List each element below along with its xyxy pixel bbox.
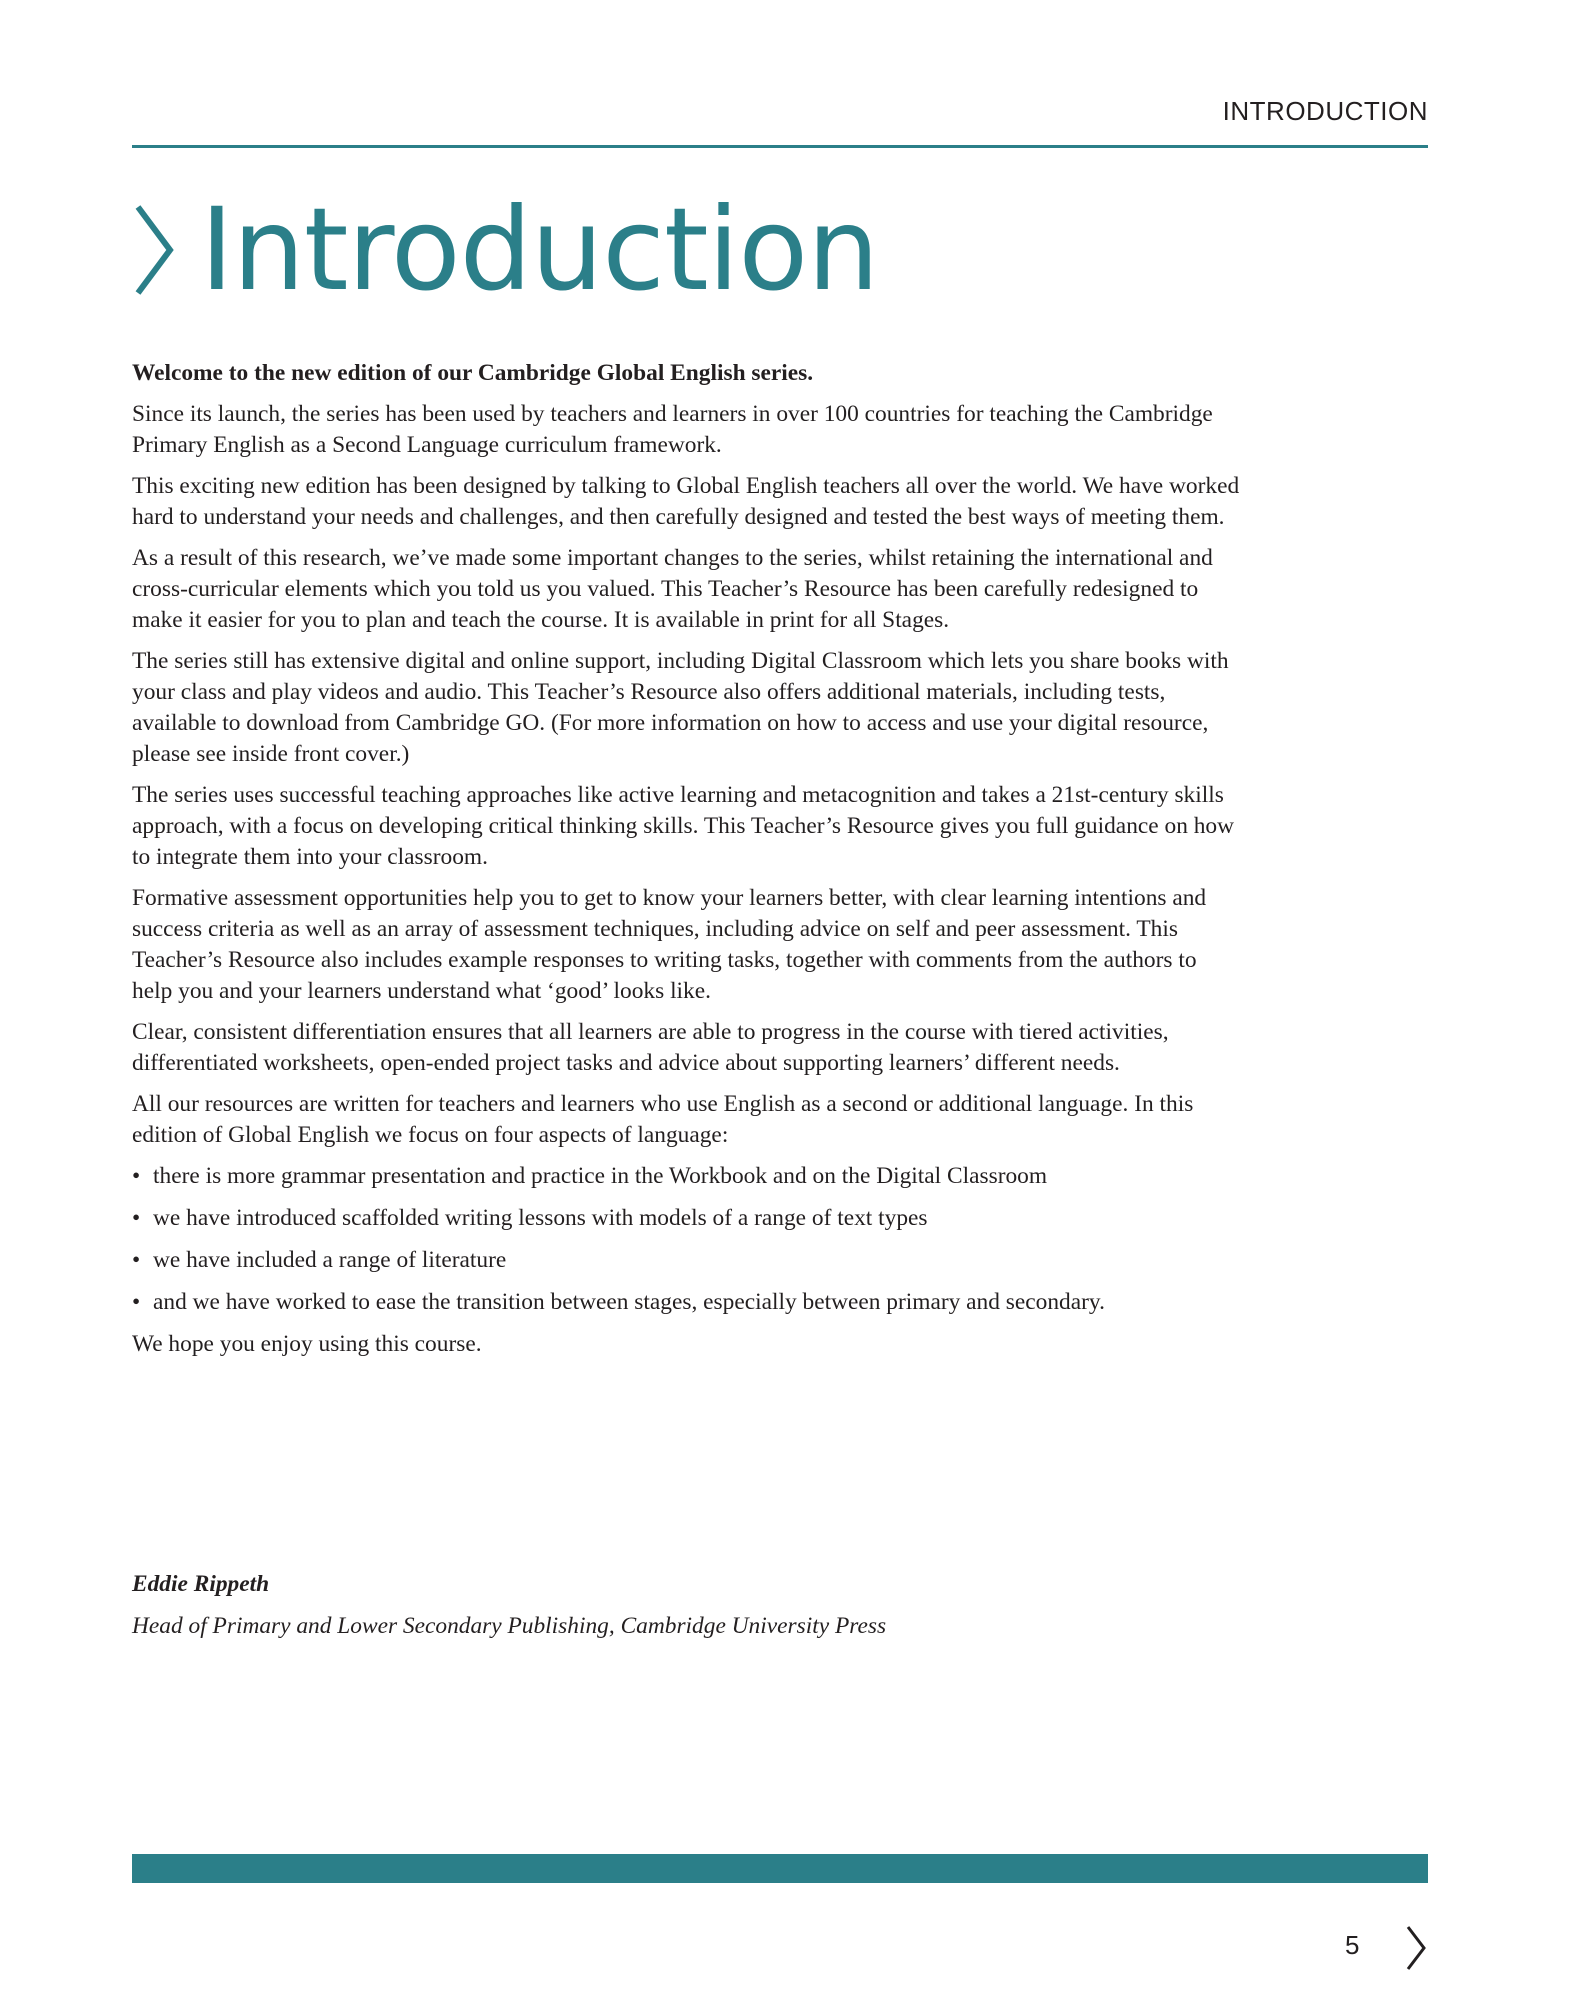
chevron-right-icon[interactable] [1405, 1925, 1427, 1971]
paragraph: Since its launch, the series has been used by teachers and learners in over 100 countries for teaching the Cambridge Primary English as a Second Language curriculum framework. [132, 401, 1213, 458]
bullet-list [132, 1161, 1242, 1318]
paragraph: This exciting new edition has been designed by talking to Global English teachers all over the world. We have worked hard to understand your needs and challenges, and then carefully designed and tested the best ways of meeting them. [132, 473, 1240, 530]
body-text [132, 358, 1242, 1370]
bullet-item: • there is more grammar presentation and practice in the Workbook and on the Digital Classroom [132, 1161, 1242, 1192]
paragraph: As a result of this research, we’ve made some important changes to the series, whilst retaining the international and cross-curricular elements which you told us you valued. This Teacher’s Resource has been carefully redesigned to make it easier for you to plan and teach the course. It is available in print for all Stages. [132, 545, 1213, 633]
signature-role: Head of Primary and Lower Secondary Publishing, Cambridge University Press [132, 1613, 887, 1639]
bullet-item: • we have introduced scaffolded writing lessons with models of a range of text types [132, 1203, 1242, 1234]
page-title: Introduction [200, 183, 879, 316]
signature [132, 1569, 886, 1642]
bullet-item: • and we have worked to ease the transition between stages, especially between primary and secondary. [132, 1287, 1242, 1318]
paragraph: Formative assessment opportunities help you to get to know your learners better, with clear learning intentions and success criteria as well as an array of assessment techniques, including advice on self and peer assessment. This Teacher’s Resource also includes example responses to writing tasks, together with comments from the authors to help you and your learners understand what ‘good’ looks like. [132, 885, 1207, 1004]
lead-paragraph: Welcome to the new edition of our Cambridge Global English series. [132, 360, 814, 386]
paragraph: All our resources are written for teachers and learners who use English as a second or additional language. In this edition of Global English we focus on four aspects of language: [132, 1091, 1194, 1148]
page-number: 5 [1345, 1930, 1360, 1960]
footer-bar [132, 1854, 1428, 1883]
running-head: INTRODUCTION [1222, 96, 1428, 126]
closing-paragraph: We hope you enjoy using this course. [132, 1331, 482, 1357]
paragraph: Clear, consistent differentiation ensures that all learners are able to progress in the course with tiered activities, differentiated worksheets, open-ended project tasks and advice about supporting learners’ different needs. [132, 1019, 1169, 1076]
bullet-item: • we have included a range of literature [132, 1245, 1242, 1276]
paragraph: The series still has extensive digital and online support, including Digital Classroom which lets you share books with your class and play videos and audio. This Teacher’s Resource also offers additional materials, including tests, available to download from Cambridge GO. (For more information on how to access and use your digital resource, please see inside front cover.) [132, 648, 1229, 767]
paragraph: The series uses successful teaching approaches like active learning and metacognition and takes a 21st-century skills approach, with a focus on developing critical thinking skills. This Teacher’s Resource gives you full guidance on how to integrate them into your classroom. [132, 782, 1235, 870]
header-rule [132, 145, 1428, 148]
chevron-right-icon [132, 203, 176, 297]
signature-name: Eddie Rippeth [132, 1571, 270, 1597]
title-row [132, 185, 878, 315]
